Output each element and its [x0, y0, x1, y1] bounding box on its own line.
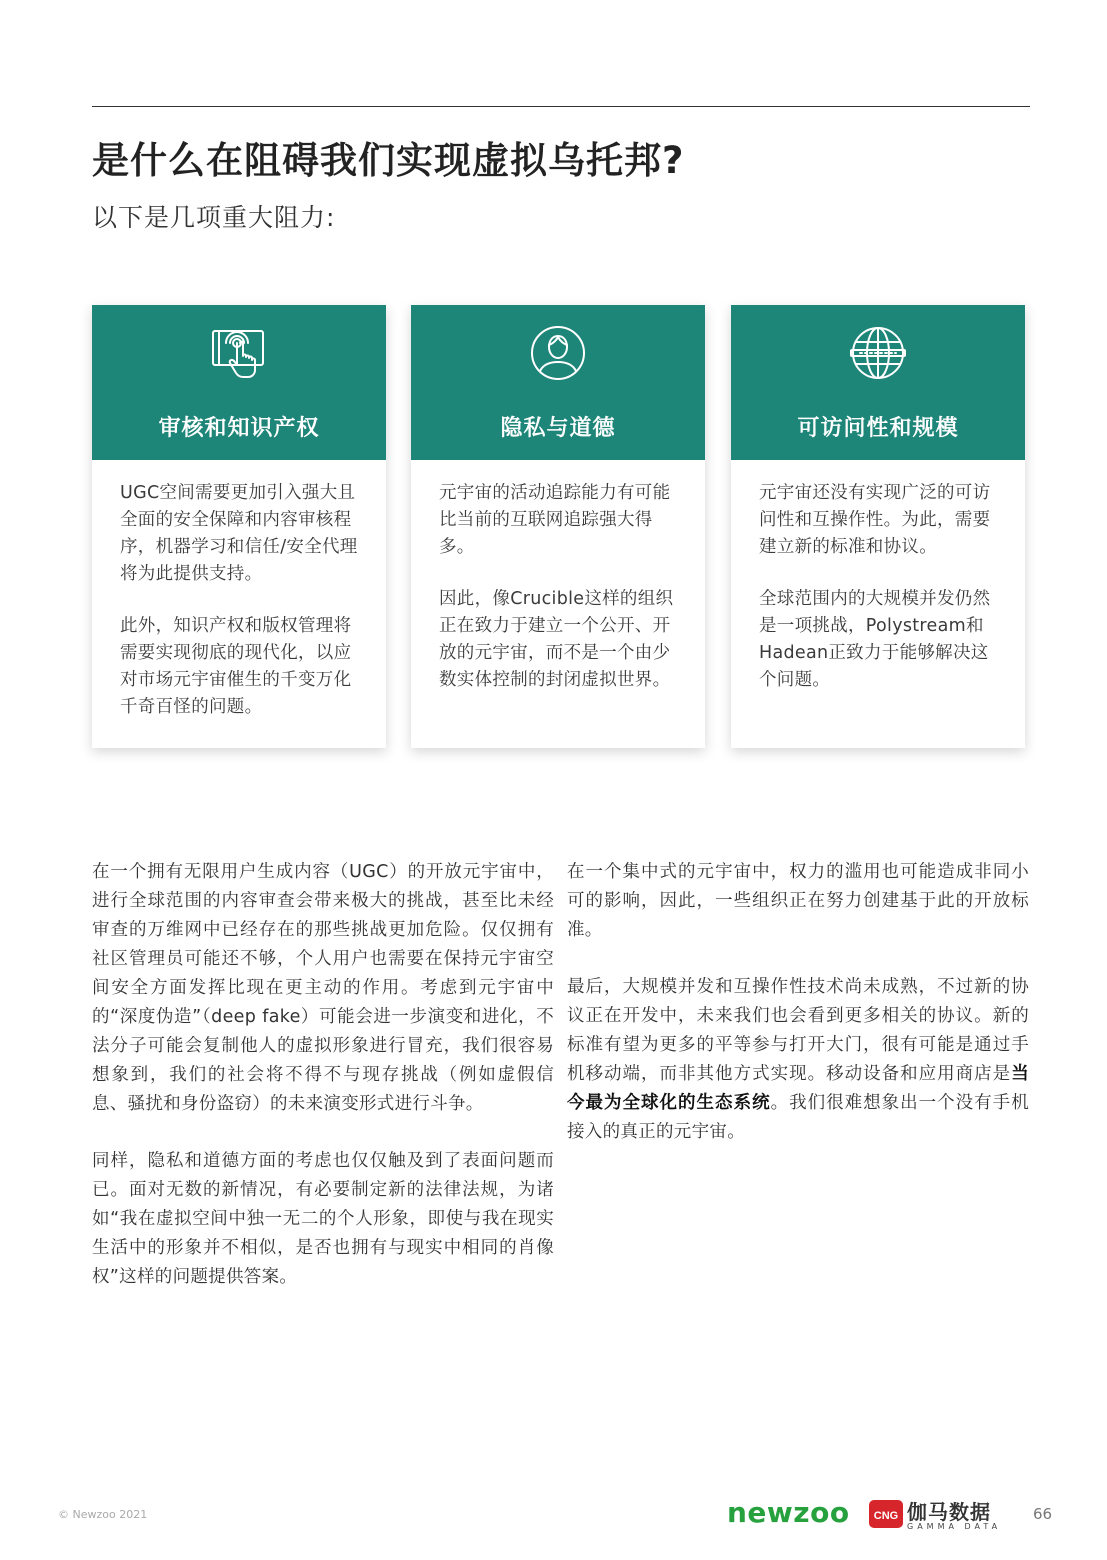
card-body — [731, 460, 1025, 694]
card-paragraph: 因此，像Crucible这样的组织正在致力于建立一个公开、开放的元宇宙，而不是一个由少数实体控制的封闭虚拟世界。 — [439, 589, 674, 690]
card-paragraph: 元宇宙还没有实现广泛的可访问性和互操作性。为此，需要建立新的标准和协议。 — [759, 483, 991, 557]
body-paragraph: 在一个拥有无限用户生成内容（UGC）的开放元宇宙中，进行全球范围的内容审查会带来极大的挑战，甚至比未经审查的万维网中已经存在的那些挑战更加危险。仅仅拥有社区管理员可能还不够，个人用户也需要在保持元宇宙空间安全方面发挥比现在更主动的作用。考虑到元宇宙中的“深度伪造”（deep fake）可能会进一步演变和进化，不法分子可能会复制他人的虚拟形象进行冒充，我们很容易想象到，我们的社会将不得不与现存挑战（例如虚假信息、骚扰和身份盗窃）的未来演变形式进行斗争。 — [92, 862, 554, 1114]
gamma-logo-icon — [869, 1500, 903, 1528]
card-header — [731, 305, 1025, 460]
highlight-text: 当今最为全球化的生态系统 — [567, 1064, 1029, 1113]
gamma-data-logo — [869, 1498, 1002, 1534]
page-title: 是什么在阻碍我们实现虚拟乌托邦? — [92, 139, 685, 182]
gamma-logo-name: 伽马数据 — [907, 1500, 991, 1524]
card-paragraph: 全球范围内的大规模并发仍然是一项挑战，Polystream和Hadean正致力于能够解决这个问题。 — [759, 589, 991, 690]
gamma-logo-mark-text: CNG — [873, 1510, 899, 1522]
body-paragraph — [567, 973, 1029, 1147]
page-number: 66 — [1033, 1505, 1053, 1523]
card-title: 可访问性和规模 — [797, 416, 959, 441]
touch-screen-icon — [209, 323, 269, 383]
card-title: 审核和知识产权 — [158, 416, 320, 441]
card-accessibility-scale — [731, 305, 1025, 748]
body-paragraph: 同样，隐私和道德方面的考虑也仅仅触及到了表面问题而已。面对无数的新情况，有必要制定新的法律法规，为诸如“我在虚拟空间中独一无二的个人形象，即使与我在现实生活中的形象并不相似，是否也拥有与现实中相同的肖像权”这样的问题提供答案。 — [92, 1151, 554, 1287]
body-column-right — [567, 858, 1029, 1175]
copyright: © Newzoo 2021 — [58, 1508, 148, 1521]
top-rule — [92, 106, 1030, 107]
card-paragraph: UGC空间需要更加引入强大且全面的安全保障和内容审核程序，机器学习和信任/安全代理将为此提供支持。 — [120, 483, 358, 584]
card-paragraph: 此外，知识产权和版权管理将需要实现彻底的现代化，以应对市场元宇宙催生的千变万化千奇百怪的问题。 — [120, 616, 352, 717]
body-column-left — [92, 858, 554, 1320]
card-moderation-ip — [92, 305, 386, 748]
card-body — [92, 460, 386, 721]
newzoo-logo: newzoo — [727, 1496, 850, 1529]
person-icon — [528, 323, 588, 383]
body-text: 。我们很难想象出一个没有手机接入的真正的元宇宙。 — [567, 1093, 1029, 1142]
body-text: 最后，大规模并发和互操作性技术尚未成熟，不过新的协议正在开发中，未来我们也会看到更多相关的协议。新的标准有望为更多的平等参与打开大门，很有可能是通过手机移动端，而非其他方式实现。移动设备和应用商店是 — [567, 977, 1029, 1084]
card-paragraph: 元宇宙的活动追踪能力有可能比当前的互联网追踪强大得多。 — [439, 483, 671, 557]
card-privacy-ethics — [411, 305, 705, 748]
card-header — [411, 305, 705, 460]
card-title: 隐私与道德 — [500, 416, 616, 441]
card-body — [411, 460, 705, 694]
body-paragraph: 在一个集中式的元宇宙中，权力的滥用也可能造成非同小可的影响，因此，一些组织正在努力创建基于此的开放标准。 — [567, 862, 1029, 940]
gamma-logo-subtitle: GAMMA DATA — [907, 1522, 1002, 1531]
card-header — [92, 305, 386, 460]
page-subtitle: 以下是几项重大阻力: — [92, 203, 336, 232]
globe-icon — [848, 323, 908, 383]
